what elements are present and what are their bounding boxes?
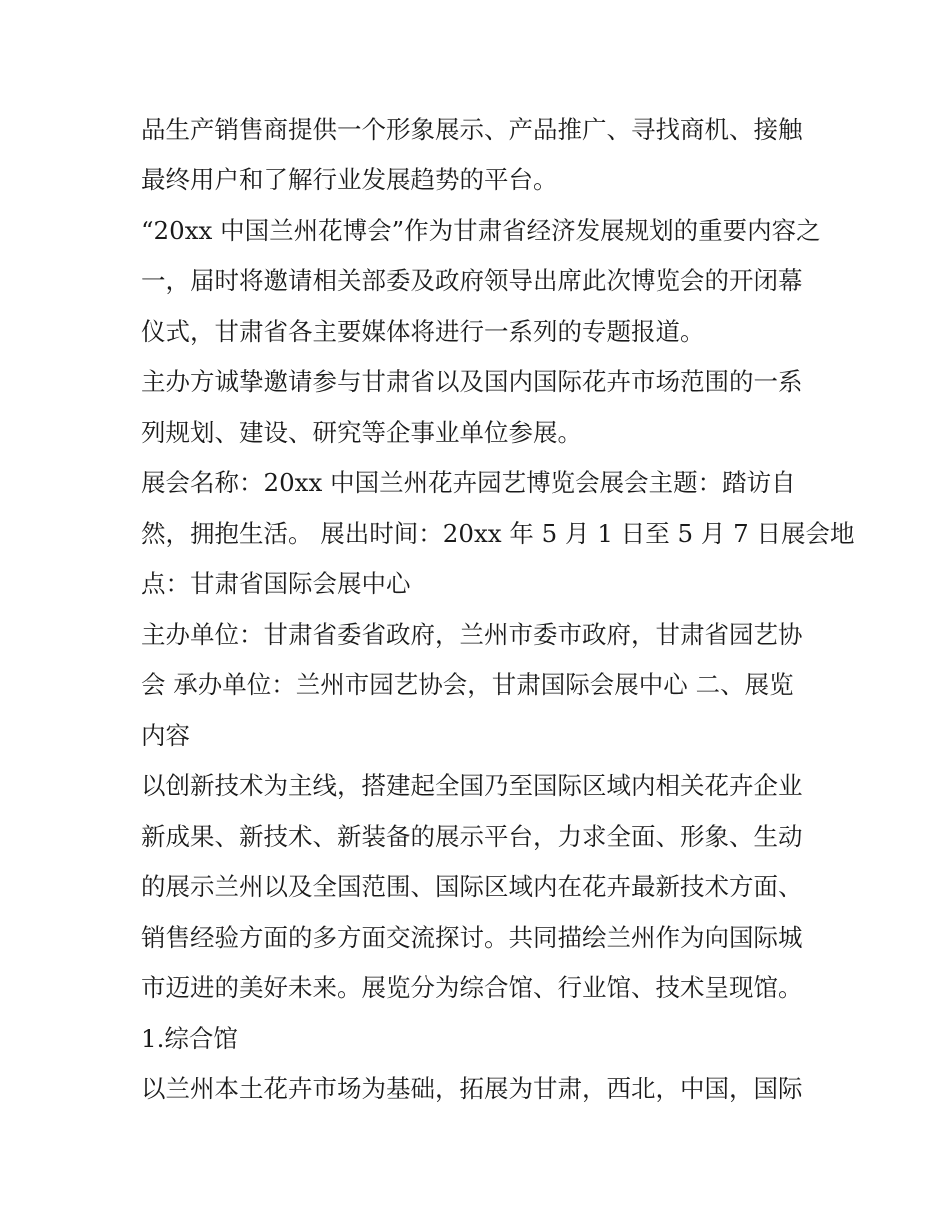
text-line: 主办方诚挚邀请参与甘肃省以及国内国际花卉市场范围的一系 (141, 367, 803, 396)
text-line: 的展示兰州以及全国范围、国际区域内在花卉最新技术方面、 (141, 872, 803, 901)
text-line: 以兰州本土花卉市场为基础，拓展为甘肃，西北，中国，国际 (141, 1074, 803, 1103)
text-line: 展会名称：20xx 中国兰州花卉园艺博览会展会主题：踏访自 (141, 468, 796, 497)
text-line: 列规划、建设、研究等企事业单位参展。 (141, 418, 582, 447)
text-line: 会 承办单位：兰州市园艺协会，甘肃国际会展中心 二、展览 (141, 670, 794, 699)
text-line: 最终用户和了解行业发展趋势的平台。 (141, 165, 558, 194)
text-line: 然，拥抱生活。 展出时间：20xx 年 5 月 1 日至 5 月 7 日展会地 (141, 519, 855, 548)
text-line: 仪式，甘肃省各主要媒体将进行一系列的专题报道。 (141, 317, 705, 346)
text-line: 新成果、新技术、新装备的展示平台，力求全面、形象、生动 (141, 822, 803, 851)
text-line: 品生产销售商提供一个形象展示、产品推广、寻找商机、接触 (141, 115, 803, 144)
text-line: 以创新技术为主线，搭建起全国乃至国际区域内相关花卉企业 (141, 771, 803, 800)
text-line: 一，届时将邀请相关部委及政府领导出席此次博览会的开闭幕 (141, 266, 803, 295)
text-line: 市迈进的美好未来。展览分为综合馆、行业馆、技术呈现馆。 (141, 973, 803, 1002)
section-heading: 1.综合馆 (141, 1024, 238, 1053)
text-line: “20xx 中国兰州花博会”作为甘肃省经济发展规划的重要内容之 (141, 216, 821, 245)
text-line: 销售经验方面的多方面交流探讨。共同描绘兰州作为向国际城 (141, 923, 803, 952)
text-line: 点：甘肃省国际会展中心 (141, 569, 411, 598)
text-line: 内容 (141, 721, 190, 750)
text-line: 主办单位：甘肃省委省政府，兰州市委市政府，甘肃省园艺协 (141, 620, 803, 649)
